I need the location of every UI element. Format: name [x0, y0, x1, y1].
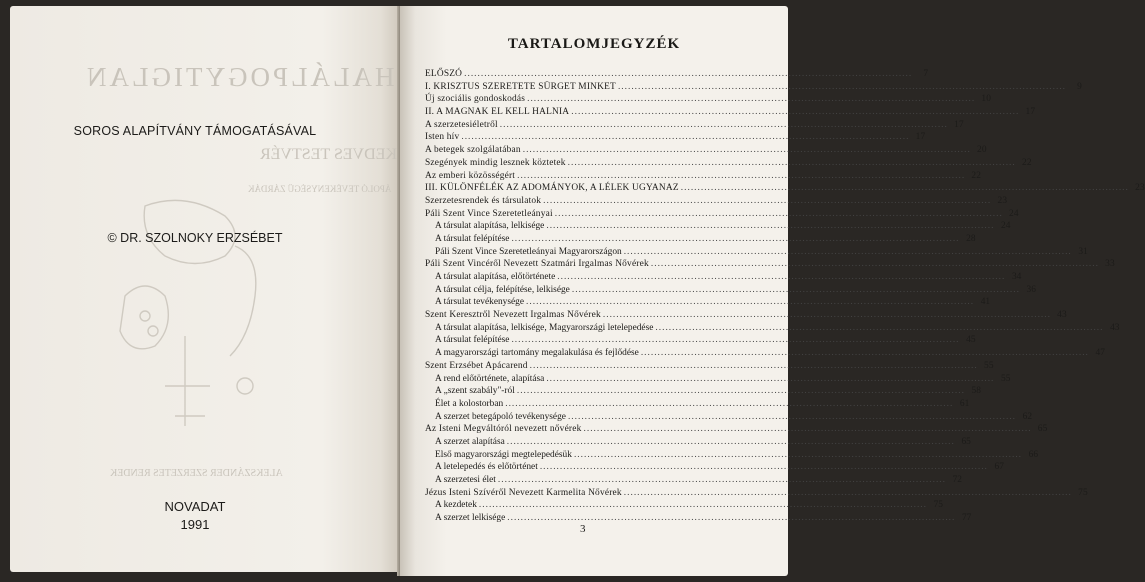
toc-entry: [425, 398, 970, 411]
toc-leader-dots: [639, 347, 1091, 360]
toc-leader-dots: [566, 411, 1018, 424]
toc-entry: [425, 81, 1082, 94]
toc-entry-page: 66: [1028, 449, 1038, 460]
toc-entry-page: 43: [1110, 322, 1120, 333]
toc-leader-dots: [503, 398, 955, 411]
toc-entry: [425, 499, 943, 512]
toc-entry: [425, 284, 1036, 297]
toc-leader-dots: [528, 360, 980, 373]
toc-entry: [425, 322, 1120, 335]
toc-leader-dots: [505, 512, 957, 525]
toc-entry-page: 23: [1135, 183, 1145, 194]
toc-entry: [425, 106, 1036, 119]
toc-leader-dots: [653, 322, 1105, 335]
toc-entry-page: 65: [1037, 424, 1048, 435]
toc-entry-page: 72: [952, 475, 962, 485]
toc-entry: [425, 258, 1115, 271]
toc-leader-dots: [601, 309, 1053, 322]
toc-leader-dots: [649, 258, 1101, 271]
toc-leader-dots: [509, 233, 961, 246]
toc-entry-title: Páli Szent Vince Szeretetleányai Magyarországon: [435, 246, 622, 257]
toc-leader-dots: [553, 208, 1005, 221]
toc-entry-page: 17: [954, 119, 964, 130]
toc-entry-page: 75: [933, 500, 943, 511]
toc-entry: [425, 385, 981, 398]
toc-entry: [425, 271, 1022, 284]
toc-entry-page: 17: [915, 132, 926, 143]
toc-entry: [425, 360, 994, 373]
toc-entry-page: 34: [1011, 272, 1022, 282]
toc-leader-dots: [538, 461, 990, 474]
toc-leader-dots: [541, 195, 993, 208]
toc-entry-title: A társulat alapítása, lelkisége, Magyarországi letelepedése: [435, 322, 654, 333]
toc-entry-title: Szent Erzsébet Apácarend: [425, 360, 528, 371]
toc-entry: [425, 131, 926, 144]
bleed-through-text: ALEKSZÁNDER SZERZETES RENDEK: [110, 468, 283, 479]
toc-entry-title: Élet a kolostorban: [435, 398, 504, 409]
toc-entry-title: III. KÜLÖNFÉLÉK AZ ADOMÁNYOK, A LÉLEK UGYANAZ: [425, 183, 679, 194]
toc-entry: [425, 512, 972, 525]
publication-year: 1991: [180, 517, 210, 532]
toc-entry: [425, 208, 1019, 221]
toc-entry-page: 62: [1022, 411, 1032, 422]
page-number: 3: [580, 523, 586, 535]
toc-entry-page: 24: [1009, 208, 1019, 219]
toc-leader-dots: [515, 385, 967, 398]
toc-entry-page: 22: [971, 170, 982, 181]
toc-entry-page: 65: [961, 436, 971, 447]
toc-entry: [425, 144, 987, 157]
toc-entry-page: 75: [1078, 487, 1088, 498]
toc-entry-page: 33: [1105, 259, 1115, 270]
toc-leader-dots: [616, 81, 1068, 94]
toc-entry-page: 9: [1077, 81, 1082, 92]
toc-entry: [425, 309, 1067, 322]
toc-entry-page: 23: [997, 195, 1008, 206]
toc-entry-page: 55: [983, 360, 994, 371]
toc-entry: [425, 347, 1105, 360]
toc-entry-title: A betegek szolgálatában: [425, 145, 521, 156]
toc-entry-title: A társulat alapítása, előtörténete: [435, 272, 556, 282]
toc-entry-page: 24: [1001, 221, 1011, 232]
toc-leader-dots: [496, 474, 948, 487]
toc-entry: [425, 436, 971, 449]
toc-leader-dots: [509, 334, 961, 347]
toc-leader-dots: [544, 373, 996, 386]
publisher-imprint: [0, 498, 390, 534]
toc-leader-dots: [582, 423, 1034, 436]
toc-leader-dots: [515, 170, 967, 183]
toc-entry-page: 36: [1026, 284, 1036, 295]
toc-entry-title: A letelepedés és előtörténet: [435, 462, 538, 473]
toc-entry-title: Új szociális gondoskodás: [425, 94, 526, 105]
toc-entry-page: 67: [994, 462, 1004, 473]
toc-entry-title: A társulat tevékenysége: [435, 297, 525, 308]
toc-entry-page: 43: [1057, 310, 1067, 321]
toc-entry: [425, 411, 1032, 424]
toc-leader-dots: [498, 119, 950, 132]
toc-leader-dots: [570, 284, 1022, 297]
toc-entry-page: 28: [966, 233, 976, 244]
toc-entry-title: Az Isteni Megváltóról nevezett nővérek: [425, 424, 582, 435]
toc-leader-dots: [525, 93, 977, 106]
toc-leader-dots: [505, 436, 957, 449]
table-of-contents: [425, 68, 1145, 525]
toc-entry-title: A szerzetesiéletről: [425, 119, 498, 130]
bleed-through-text: ÁPOLÓ TEVÉKENYSÉGŰ ZÁRDÁK: [248, 184, 392, 194]
bleed-through-text: HALÁLPOGYTIGLAN: [84, 62, 395, 92]
toc-entry-page: 77: [961, 513, 972, 524]
toc-entry-page: 10: [981, 94, 992, 105]
toc-entry-title: A társulat célja, felépítése, lelkisége: [435, 284, 570, 295]
toc-leader-dots: [521, 144, 973, 157]
toc-entry-title: Páli Szent Vince Szeretetleányai: [425, 208, 553, 219]
toc-leader-dots: [679, 182, 1131, 195]
toc-leader-dots: [622, 487, 1074, 500]
toc-entry: [425, 220, 1011, 233]
toc-entry-page: 41: [980, 297, 991, 308]
toc-leader-dots: [524, 296, 976, 309]
left-page: [10, 6, 400, 572]
toc-entry: [425, 423, 1048, 436]
toc-leader-dots: [569, 106, 1021, 119]
toc-entry: [425, 461, 1004, 474]
toc-entry: [425, 296, 991, 309]
toc-entry: [425, 233, 976, 246]
toc-entry-title: Szegények mindig lesznek köztetek: [425, 157, 566, 168]
toc-entry-title: A szerzet alapítása: [435, 436, 505, 447]
toc-entry-title: I. KRISZTUS SZERETETE SÜRGET MINKET: [425, 81, 616, 92]
copyright-line: © DR. SZOLNOKY ERZSÉBET: [107, 231, 283, 245]
toc-entry-title: A társulat felépítése: [435, 233, 510, 244]
toc-entry-title: A szerzetesi élet: [435, 475, 496, 485]
toc-entry: [425, 182, 1145, 195]
toc-entry-title: A szerzet lelkisége: [435, 513, 506, 524]
toc-entry-title: A „szent szabály"-ról: [435, 386, 515, 397]
toc-entry-title: Szerzetesrendek és társulatok: [425, 195, 542, 206]
toc-leader-dots: [555, 271, 1007, 284]
toc-entry-title: A társulat alapítása, lelkisége: [435, 221, 545, 232]
bleed-through-text: KEDVES TESTVÉR: [260, 146, 398, 163]
toc-entry-title: Isten hív: [425, 132, 460, 143]
toc-entry: [425, 373, 1011, 386]
sponsor-line: SOROS ALAPÍTVÁNY TÁMOGATÁSÁVAL: [73, 124, 317, 138]
toc-entry: [425, 170, 982, 183]
toc-entry: [425, 195, 1008, 208]
toc-leader-dots: [622, 246, 1074, 259]
toc-entry: [425, 449, 1038, 462]
toc-entry-title: Első magyarországi megtelepedésük: [435, 449, 572, 460]
toc-entry-page: 61: [959, 398, 970, 409]
toc-entry-title: Páli Szent Vincéről Nevezett Szatmári Irgalmas Nővérek: [425, 259, 649, 270]
toc-leader-dots: [477, 499, 929, 512]
toc-entry: [425, 119, 964, 132]
toc-entry-page: 31: [1078, 246, 1088, 257]
toc-entry: [425, 246, 1088, 259]
toc-entry-title: Az emberi közösségért: [425, 170, 516, 181]
toc-entry-title: II. A MAGNAK EL KELL HALNIA: [425, 107, 570, 118]
toc-entry-title: A szerzet betegápoló tevékenysége: [435, 411, 566, 422]
toc-entry-page: 22: [1021, 157, 1032, 168]
toc-entry: [425, 474, 962, 487]
toc-entry: [425, 157, 1032, 170]
toc-leader-dots: [572, 449, 1024, 462]
toc-title: TARTALOMJEGYZÉK: [507, 36, 681, 52]
toc-entry-title: ELŐSZÓ: [425, 69, 463, 79]
toc-entry-page: 7: [923, 69, 929, 79]
toc-entry-page: 58: [971, 386, 981, 397]
toc-entry-page: 17: [1025, 107, 1036, 118]
toc-entry: [425, 68, 929, 81]
toc-entry-title: Szent Keresztről Nevezett Irgalmas Nővérek: [425, 310, 601, 321]
toc-leader-dots: [462, 68, 914, 81]
toc-entry-page: 20: [977, 145, 987, 156]
toc-entry-title: A kezdetek: [435, 500, 477, 511]
toc-leader-dots: [544, 220, 996, 233]
publisher-name: NOVADAT: [164, 499, 226, 514]
toc-entry-page: 55: [1001, 373, 1011, 384]
toc-entry: [425, 487, 1088, 500]
toc-leader-dots: [566, 157, 1018, 170]
toc-entry-title: A társulat felépítése: [435, 335, 510, 346]
toc-entry: [425, 93, 992, 106]
toc-entry-title: A magyarországi tartomány megalakulása és fejlődése: [435, 348, 639, 359]
toc-leader-dots: [459, 131, 911, 144]
toc-entry-page: 45: [966, 335, 976, 346]
toc-entry: [425, 334, 976, 347]
toc-entry-title: A rend előtörténete, alapítása: [435, 373, 545, 384]
toc-entry-page: 47: [1095, 348, 1105, 359]
toc-entry-title: Jézus Isteni Szívéről Nevezett Karmelita Nővérek: [425, 487, 622, 498]
bleed-through-illustration: [115, 186, 285, 446]
